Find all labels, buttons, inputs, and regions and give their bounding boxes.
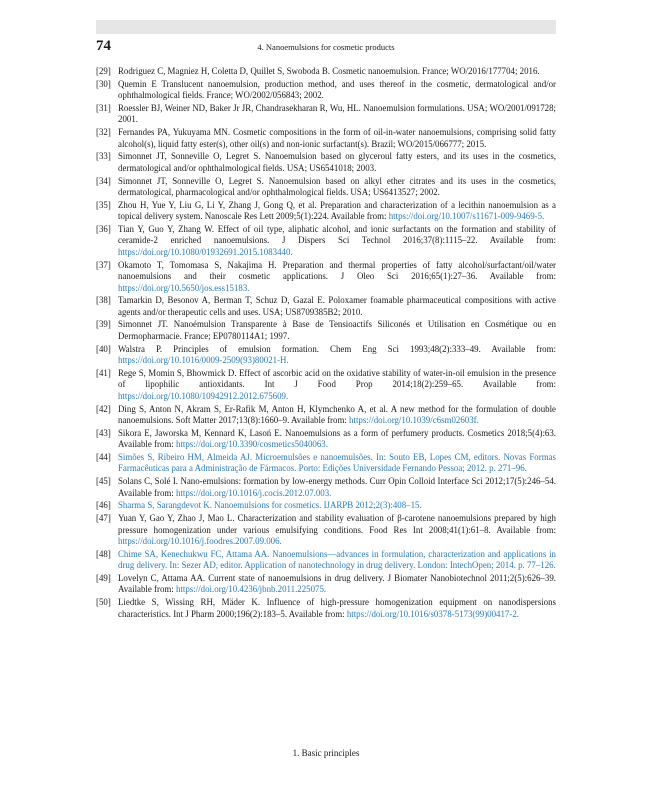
reference-number: [36] (96, 223, 111, 234)
doi-link[interactable]: https://doi.org/10.1016/0009-2509(93)80021-H. (118, 355, 289, 366)
reference-item (96, 224, 556, 258)
reference-citation: Simões S, Ribeiro HM, Almeida AJ. Microemulsões e nanoemulsões. In: Souto EB, Lopes CM, editors. Novas Formas Farmacêuticas para a Administração de Fármacos. Porto: Edições Universidade Fernando Pessoa; 2012. p. 271–96. (118, 451, 556, 474)
reference-item (96, 103, 556, 126)
reference-text (118, 513, 556, 547)
reference-text (118, 476, 556, 499)
reference-item (96, 368, 556, 402)
reference-number: [50] (96, 597, 111, 608)
page-header (96, 38, 556, 56)
reference-citation: Simonnet JT, Sonneville O, Legret S. Nanoemulsion based on alkyl ether citrates and its uses in the cosmetics, dermatological, pharmacological and/or ophthalmological fields. USA; US6413527; 2002. (118, 175, 556, 198)
reference-item (96, 295, 556, 318)
reference-item (96, 476, 556, 499)
page-number: 74 (96, 38, 111, 54)
reference-citation: Tamarkin D, Besonov A, Berman T, Schuz D, Gazal E. Poloxamer foamable pharmaceutical compositions with active agents and/or therapeutic cells and uses. USA; US8709385B2; 2010. (118, 295, 556, 317)
reference-item (96, 79, 556, 102)
reference-item (96, 513, 556, 547)
reference-citation: Simonnet JT. Nanoémulsion Transparente à Base de Tensioactifs Siliconés et Utilisation en Cosmétique ou en Dermopharmacie. France; EP0780114A1; 1997. (118, 319, 556, 341)
reference-text[interactable] (118, 549, 556, 572)
reference-number: [37] (96, 259, 111, 270)
doi-link[interactable]: https://doi.org/10.1080/10942912.2012.675609. (118, 390, 289, 401)
reference-text (118, 151, 556, 174)
reference-citation: Sikora E, Jaworska M, Kennard K, Lasoń E. Nanoemulsions as a form of perfumery products. Cosmetics 2018;5(4):63. Available from: (118, 427, 556, 450)
reference-citation: Rege S, Momin S, Bhowmick D. Effect of ascorbic acid on the oxidative stability of water-in-oil emulsion in the presence of lipophilic antioxidants. Int J Food Prop 2014;18(2):259–65. Available from: (118, 367, 556, 390)
reference-citation: Zhou H, Yue Y, Liu G, Li Y, Zhang J, Gong Q, et al. Preparation and characterization of a lecithin nanoemulsion as a topical delivery system. Nanoscale Res Lett 2009;5(1):224. Available from: (118, 199, 556, 222)
reference-item (96, 127, 556, 150)
reference-text (118, 319, 556, 342)
reference-item (96, 176, 556, 199)
reference-item (96, 597, 556, 620)
reference-item (96, 452, 556, 475)
reference-number: [45] (96, 476, 111, 487)
doi-link[interactable]: https://doi.org/10.4236/jbnb.2011.225075. (176, 584, 327, 595)
reference-number: [38] (96, 295, 111, 306)
doi-link[interactable]: https://doi.org/10.1016/j.cocis.2012.07.003. (176, 487, 332, 498)
reference-citation: Okamoto T, Tomomasa S, Nakajima H. Preparation and thermal properties of fatty alcohol/surfactant/oil/water nanoemulsions and their cosmetic applications. J Oleo Sci 2016;65(1):27–36. Available from: (118, 259, 556, 282)
reference-text (118, 404, 556, 427)
reference-text (118, 260, 556, 294)
reference-text (118, 224, 556, 258)
reference-item (96, 319, 556, 342)
doi-link[interactable]: https://doi.org/10.5650/jos.ess15183. (118, 282, 250, 293)
reference-item (96, 200, 556, 223)
reference-number: [48] (96, 548, 111, 559)
doi-link[interactable]: https://doi.org/10.3390/cosmetics5040063. (176, 439, 328, 450)
reference-citation: Fernandes PA, Yukuyama MN. Cosmetic compositions in the form of oil-in-water nanoemulsions, comprising solid fatty alcohol(s), liquid fatty ester(s), other oil(s) and non-ionic surfactant(s). Brazil; WO/2015/066777; 2015. (118, 127, 556, 149)
reference-text (118, 176, 556, 199)
reference-item (96, 428, 556, 451)
reference-number: [33] (96, 151, 111, 162)
reference-text (118, 295, 556, 318)
reference-citation: Sharma S, Sarangdevot K. Nanoemulsions for cosmetics. IJARPB 2012;2(3):408–15. (118, 500, 422, 511)
reference-number: [35] (96, 199, 111, 210)
reference-item (96, 260, 556, 294)
reference-number: [31] (96, 102, 111, 113)
reference-citation: Lovelyn C, Attama AA. Current state of nanoemulsions in drug delivery. J Biomater Nanobiotechnol 2011;2(5):626–39. Available from: (118, 572, 556, 595)
reference-list (96, 66, 556, 621)
reference-citation: Simonnet JT, Sonneville O, Legret S. Nanoemulsion based on glyceroul fatty esters, and its uses in the cosmetics, dermatological and/or ophthalmological fields. USA; US6541018; 2003. (118, 151, 556, 173)
reference-item (96, 404, 556, 427)
reference-citation: Tian Y, Guo Y, Zhang W. Effect of oil type, aliphatic alcohol, and ionic surfactants on the formation and stability of ceramide-2 enriched nanoemulsions. J Dispers Sci Technol 2016;37(8):1115–22. Available from: (118, 223, 556, 246)
doi-link[interactable]: https://doi.org/10.1016/j.foodres.2007.09.006. (118, 536, 282, 547)
reference-item (96, 344, 556, 367)
reference-citation: Ding S, Anton N, Akram S, Er-Rafik M, Anton H, Klymchenko A, et al. A new method for the formulation of double nanoemulsions. Soft Matter 2017;13(8):1660–9. Available from: (118, 403, 556, 425)
reference-item (96, 549, 556, 572)
reference-number: [44] (96, 451, 111, 462)
reference-citation: Quemin E Translucent nanoemulsion, production method, and uses thereof in the cosmetic, dermatological and/or ophthalmological fields. France; WO/2002/056843; 2002. (118, 78, 556, 101)
doi-link[interactable]: https://doi.org/10.1039/c6sm02603f. (349, 415, 479, 425)
doi-link[interactable]: https://doi.org/10.1007/s11671-009-9469-5. (388, 211, 545, 222)
reference-text (118, 597, 556, 620)
reference-item (96, 573, 556, 596)
reference-item (96, 500, 556, 511)
reference-number: [30] (96, 78, 111, 89)
reference-number: [29] (96, 66, 111, 76)
reference-text[interactable] (118, 452, 556, 475)
reference-number: [43] (96, 427, 111, 438)
reference-citation: Solans C, Solé I. Nano-emulsions: formation by low-energy methods. Curr Opin Colloid Interface Sci 2012;17(5):246–54. Available from: (118, 476, 556, 498)
chapter-title: 4. Nanoemulsions for cosmetic products (257, 42, 395, 52)
reference-text (118, 573, 556, 596)
reference-citation: Walstra P. Principles of emulsion formation. Chem Eng Sci 1993;48(2):333–49. Available from: (118, 343, 556, 354)
doi-link[interactable]: https://doi.org/10.1016/s0378-5173(99)00417-2. (346, 608, 519, 619)
reference-text (118, 66, 556, 77)
reference-number: [46] (96, 500, 111, 511)
reference-number: [32] (96, 127, 111, 138)
reference-item (96, 151, 556, 174)
reference-item (96, 66, 556, 77)
reference-text (118, 127, 556, 150)
reference-number: [34] (96, 175, 111, 186)
reference-citation: Roessler BJ, Weiner ND, Baker Jr JR, Chandrasekharan R, Wu, HL. Nanoemulsion formulations. USA; WO/2001/091728; 2001. (118, 102, 556, 125)
reference-text (118, 200, 556, 223)
reference-number: [49] (96, 572, 111, 583)
reference-number: [39] (96, 319, 111, 330)
reference-text (118, 428, 556, 451)
doi-link[interactable]: https://doi.org/10.1080/01932691.2015.1083440. (118, 246, 293, 257)
reference-citation: Liedtke S, Wissing RH, Mäder K. Influence of high-pressure homogenization equipment on nanodispersions characteristics. Int J Pharm 2000;196(2):183–5. Available from: (118, 597, 556, 619)
reference-text (118, 103, 556, 126)
reference-citation: Chime SA, Kenechukwu FC, Attama AA. Nanoemulsions—advances in formulation, characterization and applications in drug delivery. In: Sezer AD, editor. Application of nanotechnology in drug delivery. London: IntechOpen; 2014. p. 77–126. (118, 548, 556, 571)
footer-section: 1. Basic principles (292, 748, 360, 758)
reference-number: [41] (96, 367, 111, 378)
top-bar (96, 20, 556, 34)
reference-citation: Yuan Y, Gao Y, Zhao J, Mao L. Characterization and stability evaluation of β-carotene nanoemulsions prepared by high pressure homogenization under various emulsifying conditions. Food Res Int 2008;41(1):61–8. Available from: (118, 513, 556, 535)
reference-citation: Rodriguez C, Magniez H, Coletta D, Quillet S, Swoboda B. Cosmetic nanoemulsion. France; WO/2016/177704; 2016. (118, 66, 540, 76)
reference-text (118, 368, 556, 402)
reference-text[interactable] (118, 500, 556, 511)
reference-text (118, 79, 556, 102)
reference-number: [42] (96, 403, 111, 414)
reference-text (118, 344, 556, 367)
reference-number: [40] (96, 343, 111, 354)
reference-number: [47] (96, 513, 111, 524)
